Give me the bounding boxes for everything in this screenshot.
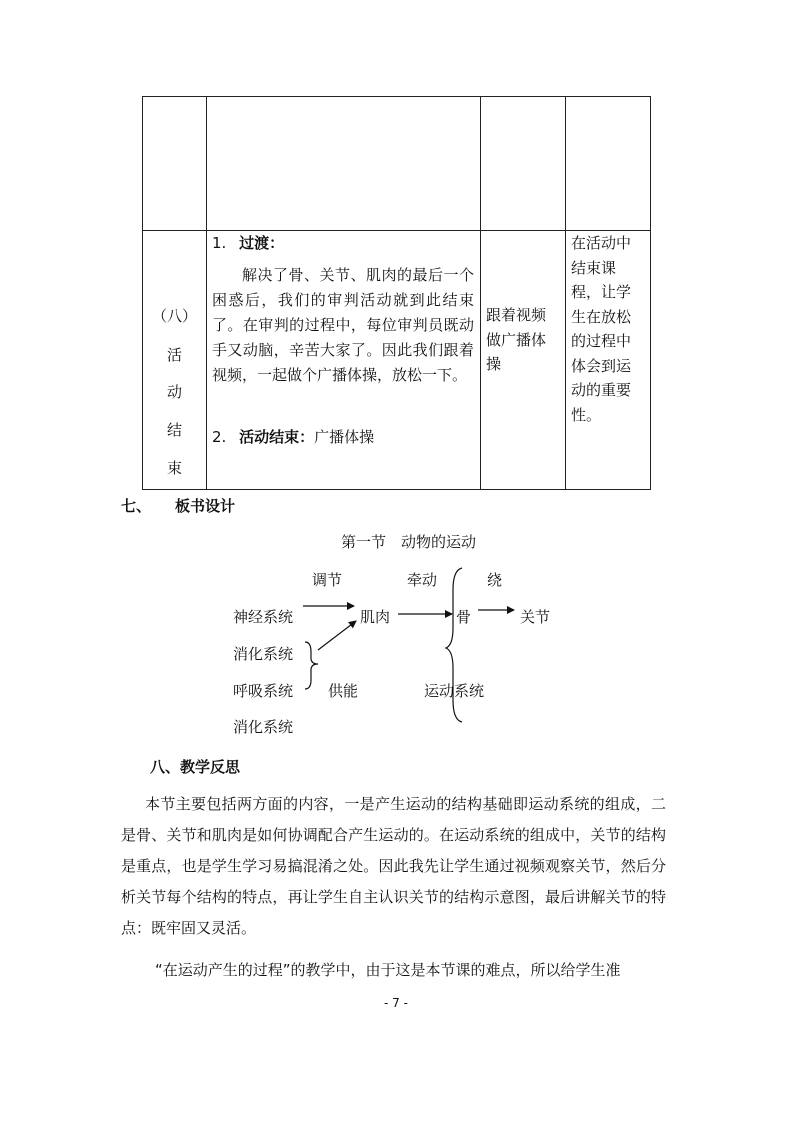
brace-supply (305, 642, 318, 689)
row-label-char: 活 (166, 346, 182, 364)
item-number: 1. (212, 234, 227, 252)
content-item-1-body: 解决了骨、关节、肌肉的最后一个困惑后，我们的审判活动就到此结束了。在审判的过程中，每位审判员既动手又动脑，辛苦大家了。因此我们跟着视频，一起做个广播体操，放松一下。 (212, 266, 474, 384)
node-digestive-system: 消化系统 (233, 645, 294, 663)
reflection-paragraph-2: “在运动产生的过程”的教学中，由于这是本节课的难点，所以给学生准 (155, 961, 621, 979)
row-label-paren: （八） (151, 307, 197, 325)
student-activity: 跟着视频做广播体操 (486, 306, 547, 373)
node-respiratory-system: 呼吸系统 (233, 682, 294, 700)
section-8-heading: 八、教学反思 (150, 758, 241, 776)
item-value: 广播体操 (314, 428, 375, 446)
row-label-char: 束 (166, 459, 182, 477)
label-supply: 供能 (328, 682, 359, 700)
section-7-number: 七、 (121, 497, 152, 515)
row-label-char: 动 (166, 383, 182, 401)
brace-motion-system (446, 568, 462, 722)
item-title: 过渡： (239, 234, 285, 252)
node-bone: 骨 (456, 608, 472, 626)
label-pull: 牵动 (407, 571, 438, 589)
design-intent: 在活动中结束课程，让学生在放松的过程中体会到运动的重要性。 (571, 234, 632, 424)
arrow-supply-to-muscle (318, 621, 356, 650)
item-number: 2. (212, 428, 227, 446)
row-label-char: 结 (166, 421, 182, 439)
reflection-paragraph-1: 本节主要包括两方面的内容，一是产生运动的结构基础即运动系统的组成，二是骨、关节和肌肉是如何协调配合产生运动的。在运动系统的组成中，关节的结构是重点，也是学生学习易搞混淆之处。因此我先让学生通过视频观察关节，然后分析关节每个结构的特点，再让学生自主认识关节的结构示意图，最后讲解关节的特点：既牢固又灵活。 (121, 795, 666, 937)
node-muscle: 肌肉 (360, 608, 391, 626)
section-7-title: 板书设计 (175, 497, 236, 515)
label-motion-system: 运动系统 (424, 682, 485, 700)
label-around: 绕 (487, 571, 503, 589)
node-nervous-system: 神经系统 (233, 608, 294, 626)
label-regulate: 调节 (312, 571, 343, 589)
item-title: 活动结束： (239, 428, 315, 446)
node-digestive-system-2: 消化系统 (233, 718, 294, 736)
node-joint: 关节 (520, 608, 551, 626)
page-number: - 7 - (384, 996, 408, 1010)
board-title: 第一节 动物的运动 (341, 533, 477, 551)
